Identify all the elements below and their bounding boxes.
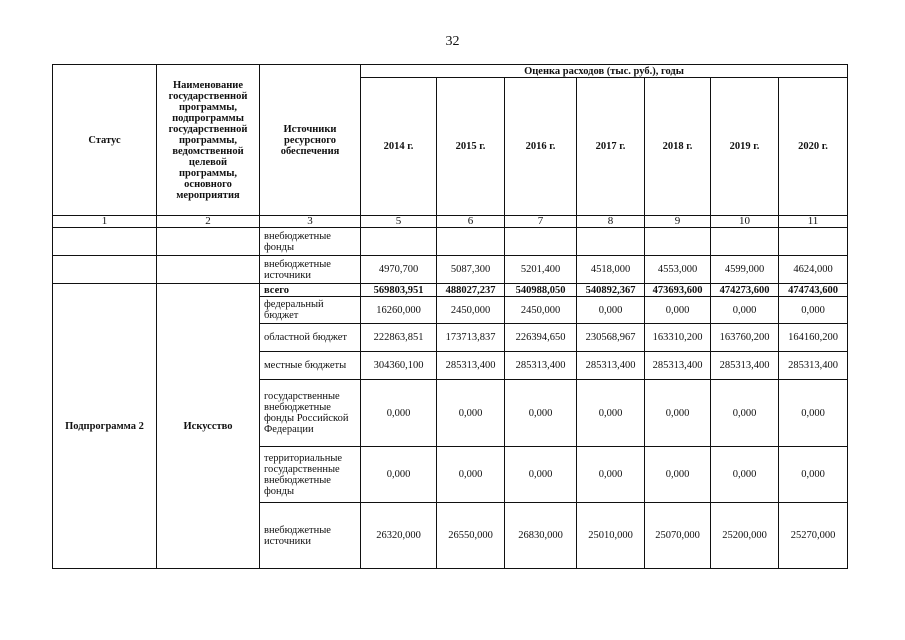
value-cell: 0,000 <box>779 297 848 324</box>
source-cell: федеральный бюджет <box>260 297 361 324</box>
value-cell: 0,000 <box>437 380 505 447</box>
value-cell: 226394,650 <box>505 324 577 352</box>
header-name: Наименование государственной программы, подпрограммы государственной программы, ведомственной целевой программы, основного мероприятия <box>157 65 260 216</box>
value-cell: 285313,400 <box>437 352 505 380</box>
value-cell: 0,000 <box>361 380 437 447</box>
subprogram-name: Искусство <box>157 284 260 569</box>
header-estimate: Оценка расходов (тыс. руб.), годы <box>361 65 848 78</box>
value-cell: 473693,600 <box>645 284 711 297</box>
source-cell: местные бюджеты <box>260 352 361 380</box>
page-number: 32 <box>445 34 460 49</box>
column-number: 3 <box>260 216 361 228</box>
value-cell: 4970,700 <box>361 256 437 284</box>
value-cell: 488027,237 <box>437 284 505 297</box>
column-number-row <box>53 216 848 228</box>
header-year: 2016 г. <box>505 78 577 216</box>
header-year: 2014 г. <box>361 78 437 216</box>
value-cell: 0,000 <box>645 297 711 324</box>
table-row <box>53 284 848 297</box>
value-cell: 0,000 <box>505 447 577 503</box>
value-cell <box>361 228 437 256</box>
value-cell: 16260,000 <box>361 297 437 324</box>
value-cell: 26550,000 <box>437 503 505 569</box>
header-sources: Источники ресурсного обеспечения <box>260 65 361 216</box>
subprogram-status: Подпрограмма 2 <box>53 284 157 569</box>
value-cell: 540892,367 <box>577 284 645 297</box>
value-cell: 25070,000 <box>645 503 711 569</box>
value-cell: 4624,000 <box>779 256 848 284</box>
value-cell: 0,000 <box>577 447 645 503</box>
value-cell: 285313,400 <box>577 352 645 380</box>
value-cell: 0,000 <box>711 447 779 503</box>
value-cell: 5201,400 <box>505 256 577 284</box>
column-number: 10 <box>711 216 779 228</box>
value-cell: 25010,000 <box>577 503 645 569</box>
column-number: 8 <box>577 216 645 228</box>
source-cell: государственные внебюджетные фонды Российской Федерации <box>260 380 361 447</box>
value-cell: 163760,200 <box>711 324 779 352</box>
table-row <box>53 228 848 256</box>
source-cell: всего <box>260 284 361 297</box>
value-cell: 4553,000 <box>645 256 711 284</box>
source-cell: областной бюджет <box>260 324 361 352</box>
value-cell <box>711 228 779 256</box>
source-cell: внебюджетные источники <box>260 503 361 569</box>
budget-table <box>52 64 848 569</box>
value-cell <box>645 228 711 256</box>
header-status: Статус <box>53 65 157 216</box>
column-number: 5 <box>361 216 437 228</box>
value-cell <box>779 228 848 256</box>
value-cell: 304360,100 <box>361 352 437 380</box>
value-cell: 0,000 <box>779 380 848 447</box>
source-cell: внебюджетные фонды <box>260 228 361 256</box>
column-number: 2 <box>157 216 260 228</box>
value-cell: 0,000 <box>779 447 848 503</box>
column-number: 9 <box>645 216 711 228</box>
header-year: 2015 г. <box>437 78 505 216</box>
value-cell <box>505 228 577 256</box>
table-row <box>53 256 848 284</box>
value-cell: 0,000 <box>645 447 711 503</box>
header-year: 2018 г. <box>645 78 711 216</box>
value-cell: 285313,400 <box>779 352 848 380</box>
value-cell: 0,000 <box>361 447 437 503</box>
value-cell: 164160,200 <box>779 324 848 352</box>
value-cell: 0,000 <box>711 380 779 447</box>
column-number: 7 <box>505 216 577 228</box>
value-cell: 0,000 <box>711 297 779 324</box>
value-cell: 163310,200 <box>645 324 711 352</box>
status-cell <box>53 228 157 256</box>
header-year: 2017 г. <box>577 78 645 216</box>
column-number: 1 <box>53 216 157 228</box>
value-cell: 4518,000 <box>577 256 645 284</box>
source-cell: внебюджетные источники <box>260 256 361 284</box>
column-number: 11 <box>779 216 848 228</box>
header-row <box>53 65 848 78</box>
value-cell: 4599,000 <box>711 256 779 284</box>
value-cell: 474743,600 <box>779 284 848 297</box>
value-cell: 26830,000 <box>505 503 577 569</box>
value-cell: 0,000 <box>505 380 577 447</box>
value-cell: 222863,851 <box>361 324 437 352</box>
value-cell: 285313,400 <box>505 352 577 380</box>
value-cell: 2450,000 <box>437 297 505 324</box>
value-cell: 230568,967 <box>577 324 645 352</box>
value-cell <box>437 228 505 256</box>
header-year: 2020 г. <box>779 78 848 216</box>
value-cell: 0,000 <box>645 380 711 447</box>
value-cell: 0,000 <box>577 380 645 447</box>
name-cell <box>157 256 260 284</box>
value-cell: 25270,000 <box>779 503 848 569</box>
column-number: 6 <box>437 216 505 228</box>
value-cell: 474273,600 <box>711 284 779 297</box>
value-cell: 0,000 <box>437 447 505 503</box>
value-cell: 5087,300 <box>437 256 505 284</box>
status-cell <box>53 256 157 284</box>
header-year: 2019 г. <box>711 78 779 216</box>
value-cell: 285313,400 <box>645 352 711 380</box>
name-cell <box>157 228 260 256</box>
value-cell: 0,000 <box>577 297 645 324</box>
value-cell: 569803,951 <box>361 284 437 297</box>
source-cell: территориальные государственные внебюджетные фонды <box>260 447 361 503</box>
value-cell: 173713,837 <box>437 324 505 352</box>
value-cell: 285313,400 <box>711 352 779 380</box>
value-cell <box>577 228 645 256</box>
value-cell: 26320,000 <box>361 503 437 569</box>
value-cell: 2450,000 <box>505 297 577 324</box>
value-cell: 25200,000 <box>711 503 779 569</box>
value-cell: 540988,050 <box>505 284 577 297</box>
